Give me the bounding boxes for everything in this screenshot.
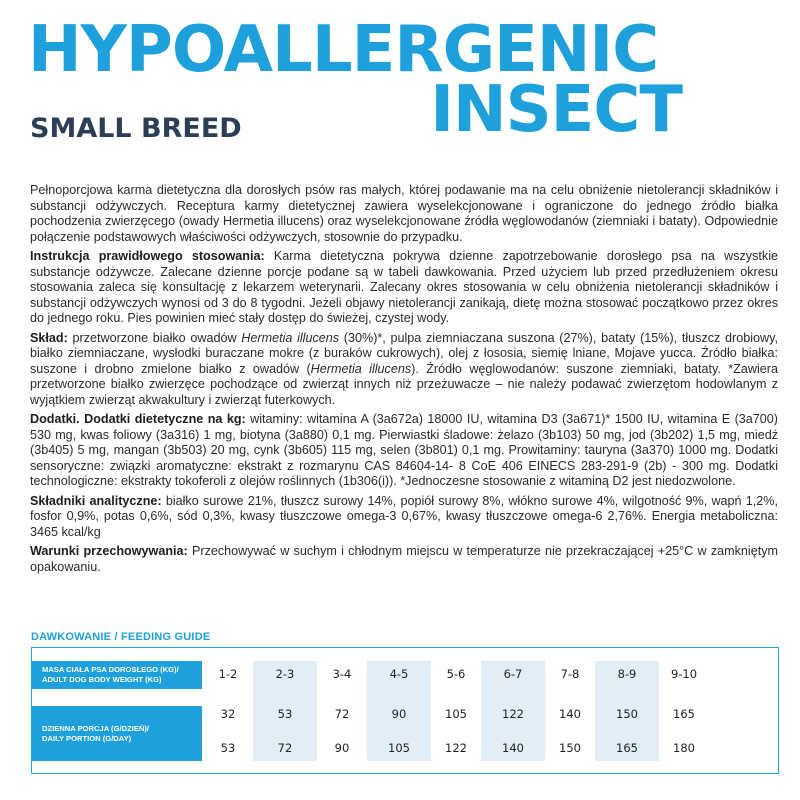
- product-title-line-2: INSECT: [430, 73, 682, 147]
- composition-paragraph: [30, 331, 778, 409]
- analytical-text: białko surowe 21%, tłuszcz surowy 14%, popiół surowy 8%, włókno surowe 4%, wilgotność 9%, wapń 1,2%, fosfor 0,9%, potas 0,6%, sód 0,3%, kwasy tłuszczowe omega-3 0,67%, kwasy tłuszczowe omega-6 2,76%. Energia metaboliczna: 3465 kcal/kg: [30, 493, 778, 539]
- additives-paragraph: [30, 412, 778, 490]
- portion-row-label-en: DAILY PORTION (G/DAY): [42, 733, 132, 743]
- weight-cell: 1-2: [218, 667, 238, 681]
- weight-cell: 6-7: [503, 667, 523, 681]
- intro-paragraph: Pełnoporcjowa karma dietetyczna dla dorosłych psów ras małych, której podawanie ma na celu obniżenie nietolerancji składników i substancji odżywczych. Receptura karmy dietetycznej zawiera wyselekcjonowane i ograniczone do jednego źródło białka pochodzenia zwierzęcego (owady Hermetia illucens) oraz wyselekcjonowane źródła węglowodanów (ziemniaki i bataty). Odpowiednie połączenie podstawowych właściwości odżywczych, stosownie do przypadku.: [30, 183, 778, 244]
- instructions-label: Instrukcja prawidłowego stosowania:: [30, 249, 265, 263]
- weight-cell: 9-10: [670, 667, 698, 681]
- analytical-paragraph: [30, 494, 778, 541]
- portion-high-cell: 122: [445, 741, 467, 755]
- composition-text-3: ). Źródło węglowodanów: suszone ziemniaki, bataty. *Zawiera przetworzone białko zwierzęce pochodzące od zwierząt innych niż przeżuwacze – nie należy podawać zwierzętom hodowlanym z wyjątkiem zwierząt akwakultury i zwierząt futerkowych.: [30, 361, 778, 407]
- analytical-label: Składniki analityczne:: [30, 493, 162, 508]
- portion-high-cell: 90: [334, 741, 350, 755]
- weight-cell: 7-8: [560, 667, 580, 681]
- composition-label: Skład:: [30, 330, 68, 345]
- portion-high-cell: 105: [388, 741, 410, 755]
- additives-text: witaminy: witamina A (3a672a) 18000 IU, witamina D3 (3a671)* 1500 IU, witamina E (3a700) 530 mg, kwas foliowy (3a316) 1 mg, biotyna (3a880) 0,1 mg. Pierwiastki śladowe: żelazo (3b103) 50 mg, jod (3b202) 1,5 mg, miedź (3b405) 5 mg, mangan (3b503) 20 mg, cynk (3b605) 115 mg, selen (3b801) 0,1 mg. Prowitaminy: tauryna (3a370) 1000 mg. Dodatki sensoryczne: związki aromatyczne: ekstrakt z rozmarynu CAS 84604-14- 8 CoE 406 EINECS 283-291-9 (2b) - 300 mg. Dodatki technologiczne: ekstrakty tokoferoli z olejów roślinnych (1b306(i)). *Jednoczesne stosowanie z witaminą D2 jest niedozwolone.: [30, 412, 778, 488]
- storage-label: Warunki przechowywania:: [30, 544, 188, 558]
- product-description: [30, 183, 778, 579]
- portion-low-cell: 150: [616, 707, 638, 721]
- weight-cell: 2-3: [275, 667, 295, 681]
- feeding-guide-title: DAWKOWANIE / FEEDING GUIDE: [31, 631, 211, 643]
- storage-text: Przechowywać w suchym i chłodnym miejscu w temperaturze nie przekraczającej +25°C w zamkniętym opakowaniu.: [30, 544, 778, 574]
- portion-low-cell: 105: [445, 707, 467, 721]
- portion-low-cell: 53: [277, 707, 293, 721]
- portion-high-cell: 165: [616, 741, 638, 755]
- product-title-line-1: HYPOALLERGENIC: [28, 13, 659, 87]
- weight-row-label: [32, 661, 202, 689]
- portion-low-cell: 72: [334, 707, 350, 721]
- portion-row-label: [32, 706, 202, 761]
- portion-low-cell: 165: [673, 707, 695, 721]
- weight-cell: 5-6: [446, 667, 466, 681]
- portion-high-cell: 53: [220, 741, 236, 755]
- portion-high-cell: 72: [277, 741, 293, 755]
- weight-cell: 4-5: [389, 667, 409, 681]
- instructions-paragraph: [30, 249, 778, 327]
- weight-cell: 8-9: [617, 667, 637, 681]
- storage-paragraph: [30, 544, 778, 575]
- weight-row-label-pl: MASA CIAŁA PSA DOROSŁEGO (KG)/: [42, 665, 179, 674]
- instructions-text: Karma dietetyczna pokrywa dzienne zapotrzebowanie dorosłego psa na wszystkie substancje odżywcze. Zalecane dzienne porcje podane są w tabeli dawkowania. Przed użyciem lub przed przedłużeniem okresu stosowania zaleca się konsultację z lekarzem weterynarii. Zalecany okres stosowania w celu obniżenia nietolerancji składników i substancji odżywczych wynosi od 3 do 8 tygodni. Jeżeli objawy nietolerancji zanikają, dietę można stosować początkowo przez okres do jednego roku. Pies powinien mieć stały dostęp do świeżej, czystej wody.: [30, 249, 778, 325]
- weight-cell: 3-4: [332, 667, 352, 681]
- portion-low-cell: 140: [559, 707, 581, 721]
- portion-high-cell: 150: [559, 741, 581, 755]
- composition-latin-2: Hermetia illucens: [310, 361, 412, 376]
- portion-low-cell: 122: [502, 707, 524, 721]
- composition-text-1: przetworzone białko owadów: [67, 330, 242, 345]
- portion-high-cell: 180: [673, 741, 695, 755]
- composition-latin-1: Hermetia illucens: [241, 330, 340, 345]
- additives-label: Dodatki. Dodatki dietetyczne na kg:: [30, 412, 246, 426]
- portion-low-cell: 32: [220, 707, 236, 721]
- portion-row-label-pl: DZIENNA PORCJA (G/DZIEŃ)/: [42, 723, 150, 733]
- product-subtitle: SMALL BREED: [30, 113, 242, 144]
- portion-low-cell: 90: [391, 707, 407, 721]
- composition-text-2: (30%)*, pulpa ziemniaczana suszona (27%), bataty (15%), tłuszcz drobiowy, białko ziemniaczane, wysłodki buraczane mokre (z buraków cukrowych), olej z łososia, siemię lniane, Mojave yucca. Źródło białka: suszone i drobno zmielone białko z owadów (: [30, 330, 779, 376]
- weight-row-label-en: ADULT DOG BODY WEIGHT (KG): [42, 675, 162, 684]
- portion-high-cell: 140: [502, 741, 524, 755]
- feeding-guide-table: [31, 647, 779, 774]
